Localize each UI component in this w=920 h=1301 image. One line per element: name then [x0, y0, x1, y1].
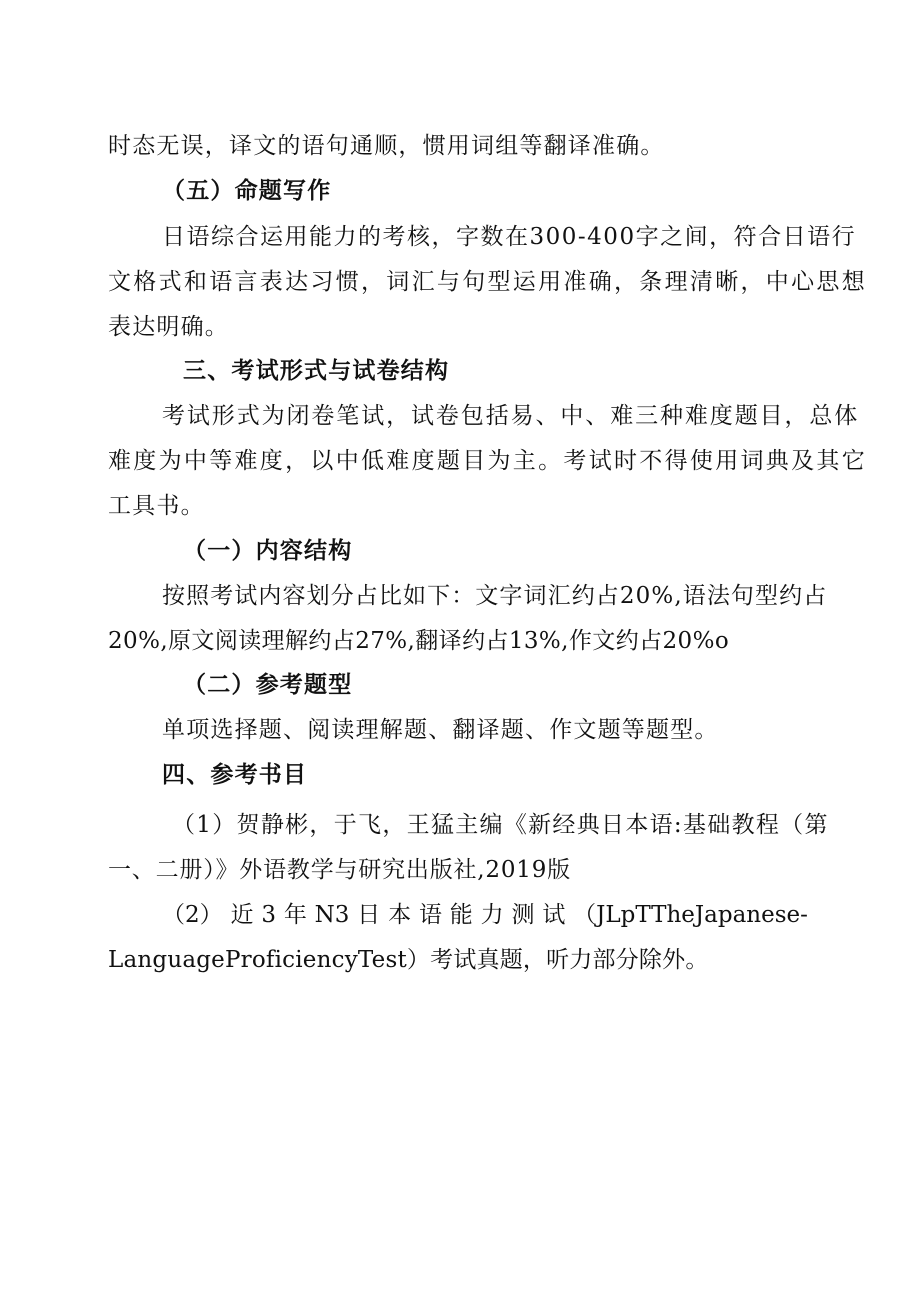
section-heading-references: 四、参考书目	[162, 761, 308, 788]
reference-item-2-continued: LanguageProficiencyTest）考试真题，听力部分除外。	[108, 947, 709, 973]
paragraph-line: 难度为中等难度，以中低难度题目为主。考试时不得使用词典及其它	[108, 448, 867, 474]
ref2-token: （JLpTTheJapanese-	[573, 902, 808, 928]
ref2-token: 测	[511, 902, 535, 928]
paragraph-line: 按照考试内容划分占比如下：文字词汇约占20%,语法句型约占	[162, 583, 828, 609]
paragraph-line: 工具书。	[108, 493, 205, 519]
paragraph-line: 20%,原文阅读理解约占27%,翻译约占13%,作文约占20%o	[108, 628, 730, 654]
paragraph-line: 日语综合运用能力的考核，字数在300-400字之间，符合日语行	[162, 224, 857, 250]
paragraph-line: 时态无误，译文的语句通顺，惯用词组等翻译准确。	[108, 133, 665, 159]
ref2-token: 3	[261, 902, 276, 928]
paragraph-line: 文格式和语言表达习惯，词汇与句型运用准确，条理清晰，中心思想	[108, 269, 867, 295]
reference-item-1: （1）贺静彬，于飞，王猛主编《新经典日本语:基础教程（第	[172, 812, 829, 838]
section-heading-question-types: （二）参考题型	[183, 671, 353, 698]
paragraph-line: 考试形式为闭卷笔试，试卷包括易、中、难三种难度题目，总体	[162, 403, 860, 429]
paragraph-line: 表达明确。	[108, 314, 229, 340]
ref2-token: 语	[418, 902, 442, 928]
ref2-token: 年	[283, 902, 307, 928]
ref2-token: 试	[542, 902, 566, 928]
ref2-token: 本	[388, 902, 412, 928]
section-heading-writing: （五）命题写作	[162, 177, 332, 204]
ref2-token: 近	[230, 902, 254, 928]
reference-item-2	[162, 900, 808, 930]
ref2-token: 能	[449, 902, 473, 928]
ref2-token: 日	[357, 902, 381, 928]
ref2-token: N3	[314, 902, 350, 928]
section-heading-exam-format: 三、考试形式与试卷结构	[183, 357, 450, 384]
section-heading-content-structure: （一）内容结构	[183, 537, 353, 564]
reference-item-1-continued: 一、二册）》外语教学与研究出版社,2019版	[108, 857, 571, 883]
ref2-token: （2）	[162, 902, 223, 928]
paragraph-line: 单项选择题、阅读理解题、翻译题、作文题等题型。	[162, 717, 719, 743]
ref2-token: 力	[480, 902, 504, 928]
